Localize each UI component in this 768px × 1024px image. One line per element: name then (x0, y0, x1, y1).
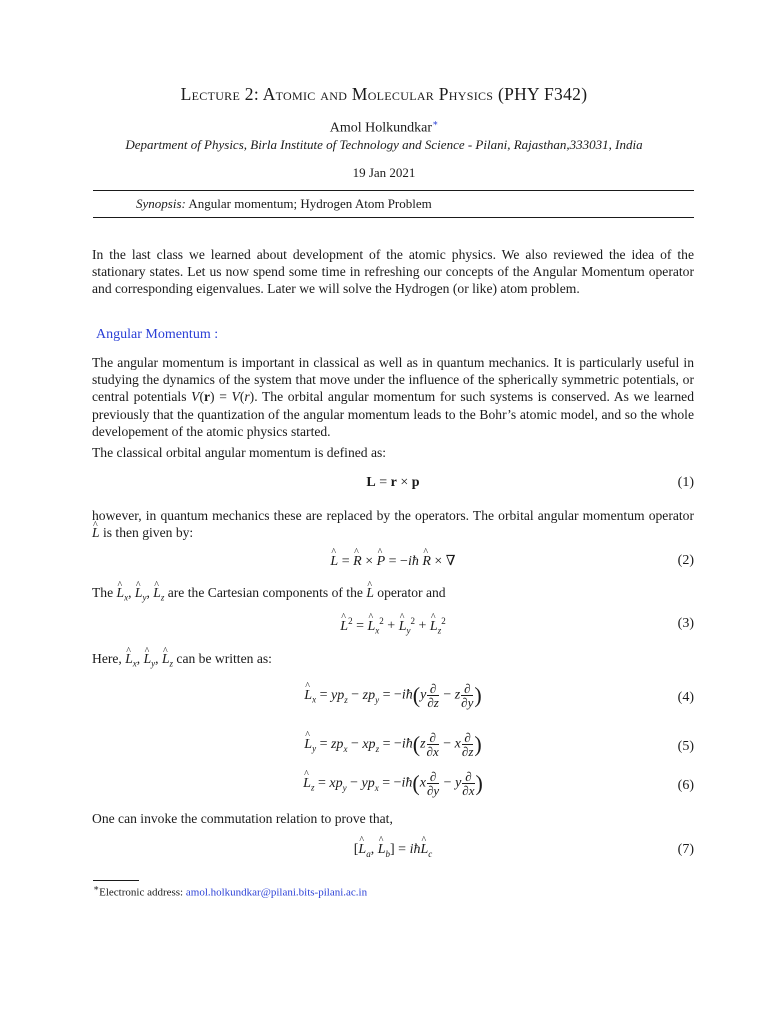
footnote-mark: ∗ (93, 883, 100, 893)
equation-5-number: (5) (677, 739, 694, 754)
operator-intro-paragraph: however, in quantum mechanics these are replaced by the operators. The orbital angular momentum operator ^ L is then given by: (92, 507, 694, 541)
cartesian-components-text: The ^ $L_x$, ^ $L_y$, ^ $L_z$ are the Cartesian components of the ^ L operator and (92, 584, 694, 607)
para4-part-a: however, in quantum mechanics these are replaced by the operators. The orbital angular momentum operator (92, 508, 694, 523)
para6-part-b: can be written as: (176, 651, 272, 666)
equation-4-formula: ^ $L_x = yp_z - zp_y$ = −iħ(y $\frac{\partial}{\partial z}$ − z $\frac{\partial}{\partial y}$ ) (92, 682, 694, 709)
equation-3 (92, 616, 694, 652)
equation-6-formula: ^ $L_z = xp_y - yp_x$ = −iħ(x $\frac{\partial}{\partial y}$ − y $\frac{\partial}{\partial x}$ ) (92, 770, 694, 797)
equation-2-number: (2) (677, 553, 694, 568)
equation-5 (92, 731, 694, 767)
footnote (93, 883, 367, 899)
section-heading-angular-momentum[interactable]: Angular Momentum : (96, 327, 219, 342)
para6-part-a: Here, (92, 651, 122, 666)
lecture-title: Lecture 2: Atomic and Molecular Physics (PHY F342) (180, 84, 588, 104)
author-line (0, 118, 768, 137)
para5-part-c: operator and (377, 585, 446, 600)
equation-7 (92, 842, 694, 878)
synopsis (136, 196, 432, 212)
affiliation: Department of Physics, Birla Institute of Technology and Science - Pilani, Rajasthan,333031, India (125, 137, 643, 152)
para4-part-b: is then given by: (102, 525, 194, 541)
commutation-intro-text: One can invoke the commutation relation to prove that, (92, 811, 393, 826)
classical-definition-text: The classical orbital angular momentum is defined as: (92, 445, 387, 460)
para5-part-a: The (92, 585, 114, 600)
equation-6 (92, 770, 694, 806)
para5-part-b: are the Cartesian components of the (167, 585, 363, 600)
footnote-rule (93, 880, 139, 881)
lecture-date: 19 Jan 2021 (352, 165, 416, 180)
equation-1-formula: L = r × p (366, 475, 420, 490)
equation-4-number: (4) (677, 690, 694, 705)
equation-1 (92, 475, 694, 511)
synopsis-top-rule (93, 190, 694, 191)
para2-part-b: The orbital angular momentum for such systems is conserved. As we learned previously that the quantization of the angular momentum leads to the Bohr’s atomic model, and so the whole developement of the atomic physics started. (92, 389, 695, 439)
equation-4 (92, 682, 694, 718)
angular-momentum-paragraph: The angular momentum is important in classical as well as in quantum mechanics. It is particularly useful in studying the dynamics of the system that move under the influence of the spherically symmetric potentials, or central potentials V(r) = V(r). The orbital angular momentum for such systems is conserved. As we learned previously that the quantization of the angular momentum leads to the Bohr’s atomic model, and so the whole developement of the atomic physics started. (92, 355, 695, 439)
equation-3-formula: ^ $L^2$ = ^ $L_x^2$ + ^ $L_y^2$ + ^ $L_z^2$ (92, 616, 694, 635)
equation-7-formula: [^ $L_a$, ^ $L_b$] = iħ^ $L_c$ (92, 842, 694, 859)
footnote-label: Electronic address: (99, 886, 184, 899)
synopsis-text: Angular momentum; Hydrogen Atom Problem (188, 196, 432, 211)
equation-5-formula: ^ $L_y = zp_x - xp_z$ = −iħ(z $\frac{\partial}{\partial x}$ − x $\frac{\partial}{\partial z}$ ) (92, 731, 694, 758)
equation-2-formula: ^ L = ^ R × ^ P = −iħ ^ R × ∇ (92, 553, 694, 570)
equation-1-number: (1) (677, 475, 694, 490)
synopsis-bottom-rule (93, 217, 694, 218)
equation-6-number: (6) (677, 778, 694, 793)
synopsis-label: Synopsis: (136, 196, 186, 211)
author-name: Amol Holkundkar (329, 120, 433, 136)
equation-7-number: (7) (677, 842, 694, 857)
components-intro-text: Here, ^ $L_x$, ^ $L_y$, ^ $L_z$ can be written as: (92, 650, 694, 673)
intro-paragraph: In the last class we learned about development of the atomic physics. We also reviewed the idea of the stationary states. Let us now spend some time in refreshing our concepts of the Angular Momentum operator and corresponding eigenvalues. Later we will solve the Hydrogen (or like) atom problem. (92, 247, 694, 297)
equation-3-number: (3) (677, 616, 694, 631)
para2-part-a: The angular momentum is important in classical as well as in quantum mechanics. It is particularly useful in studying the dynamics of the system that move under the influence of the spherically symmetric potentials, or central potentials (92, 355, 694, 405)
email-link[interactable]: amol.holkundkar@pilani.bits-pilani.ac.in (185, 886, 368, 899)
author-footnote-mark[interactable]: ∗ (432, 118, 439, 128)
